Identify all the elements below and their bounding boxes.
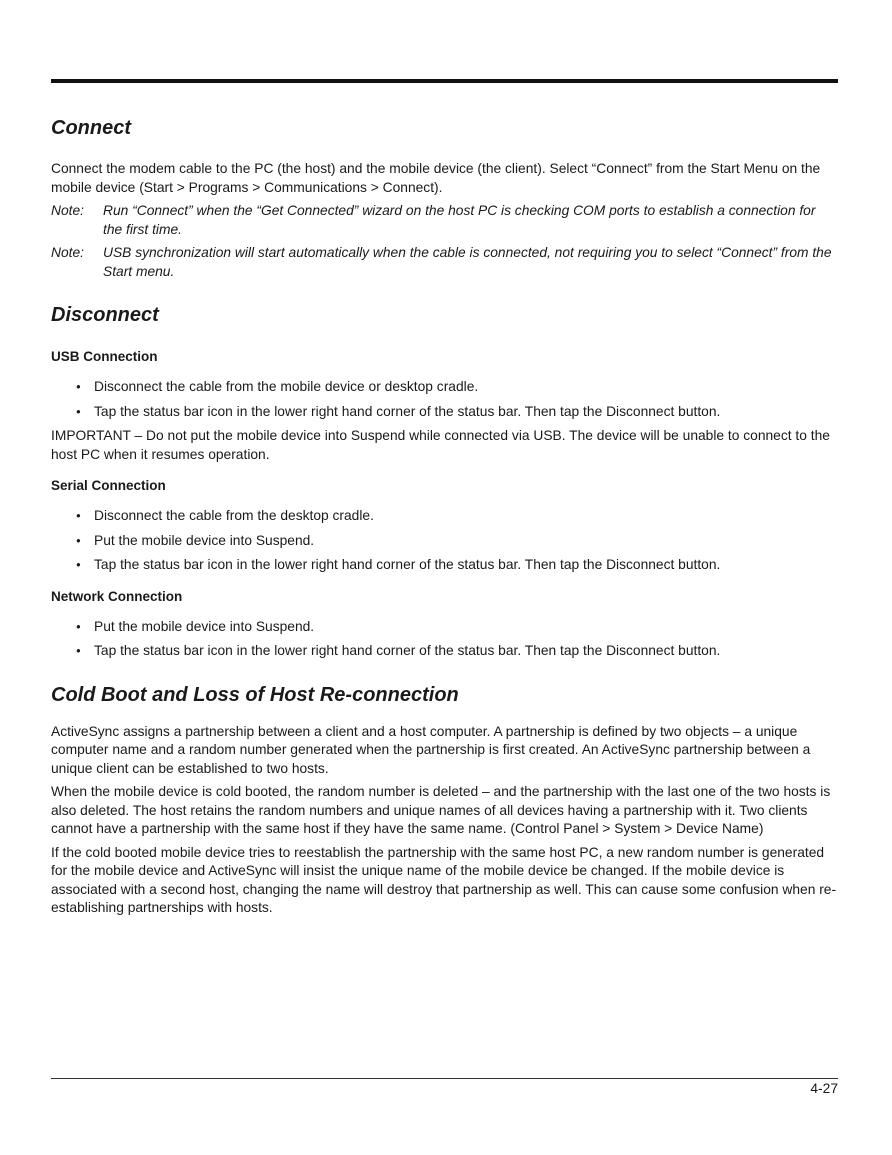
subheading-usb-connection: USB Connection bbox=[51, 349, 158, 364]
subheading-network-connection: Network Connection bbox=[51, 588, 183, 604]
list-item: ● Disconnect the cable from the mobile device or desktop cradle. bbox=[51, 378, 838, 397]
usb-steps-list bbox=[51, 378, 838, 421]
cold-boot-paragraph-3: If the cold booted mobile device tries to reestablish the partnership with the same host PC, a new random number is generated for the mobile device and ActiveSync will insist the unique name of the mobile device be changed. If the mobile device is associated with a second host, changing the name will destroy that partnership as well. This can cause some confusion when re-establishing partnerships with hosts. bbox=[51, 844, 837, 915]
list-item: ● Put the mobile device into Suspend. bbox=[51, 618, 838, 637]
header-rule bbox=[51, 79, 838, 83]
note-text: USB synchronization will start automatically when the cable is connected, not requiring you to select “Connect” from the Start menu. bbox=[103, 245, 832, 279]
note-label: Note: bbox=[51, 245, 84, 260]
list-item: ● Tap the status bar icon in the lower right hand corner of the status bar. Then tap the Disconnect button. bbox=[51, 642, 838, 661]
list-item: ● Put the mobile device into Suspend. bbox=[51, 532, 838, 551]
list-item: ● Tap the status bar icon in the lower right hand corner of the status bar. Then tap the Disconnect button. bbox=[51, 403, 838, 422]
list-item: ● Tap the status bar icon in the lower right hand corner of the status bar. Then tap the Disconnect button. bbox=[51, 556, 838, 575]
note-label: Note: bbox=[51, 203, 84, 218]
note-2 bbox=[51, 244, 838, 281]
important-paragraph: IMPORTANT – Do not put the mobile device into Suspend while connected via USB. The device will be unable to connect to the host PC when it resumes operation. bbox=[51, 428, 830, 462]
section-heading-connect: Connect bbox=[51, 117, 131, 139]
serial-steps-list bbox=[51, 507, 838, 575]
note-1 bbox=[51, 202, 838, 239]
section-heading-cold-boot: Cold Boot and Loss of Host Re-connection bbox=[51, 683, 459, 706]
note-text: Run “Connect” when the “Get Connected” wizard on the host PC is checking COM ports to establish a connection for the first time. bbox=[103, 203, 816, 237]
subheading-serial-connection: Serial Connection bbox=[51, 478, 166, 493]
cold-boot-paragraph-1: ActiveSync assigns a partnership between a client and a host computer. A partnership is defined by two objects – a unique computer name and a random number generated when the partnership is first created. An ActiveSync partnership between a unique client can be established to two hosts. bbox=[51, 723, 811, 776]
section-heading-disconnect: Disconnect bbox=[51, 304, 159, 326]
page-number: 4-27 bbox=[810, 1081, 838, 1096]
footer-rule bbox=[51, 1078, 838, 1079]
page-content bbox=[51, 117, 838, 918]
connect-paragraph: Connect the modem cable to the PC (the host) and the mobile device (the client). Select “Connect” from the Start Menu on the mobile device (Start > Programs > Communications > Connect). bbox=[51, 161, 821, 195]
list-item: ● Disconnect the cable from the desktop cradle. bbox=[51, 507, 838, 526]
network-steps-list bbox=[51, 618, 838, 661]
cold-boot-paragraph-2: When the mobile device is cold booted, the random number is deleted – and the partnership with the last one of the two hosts is also deleted. The host retains the random numbers and unique names of all devices having a partnership with it. Two clients cannot have a partnership with the same host if they have the same name. (Control Panel > System > Device Name) bbox=[51, 784, 831, 836]
